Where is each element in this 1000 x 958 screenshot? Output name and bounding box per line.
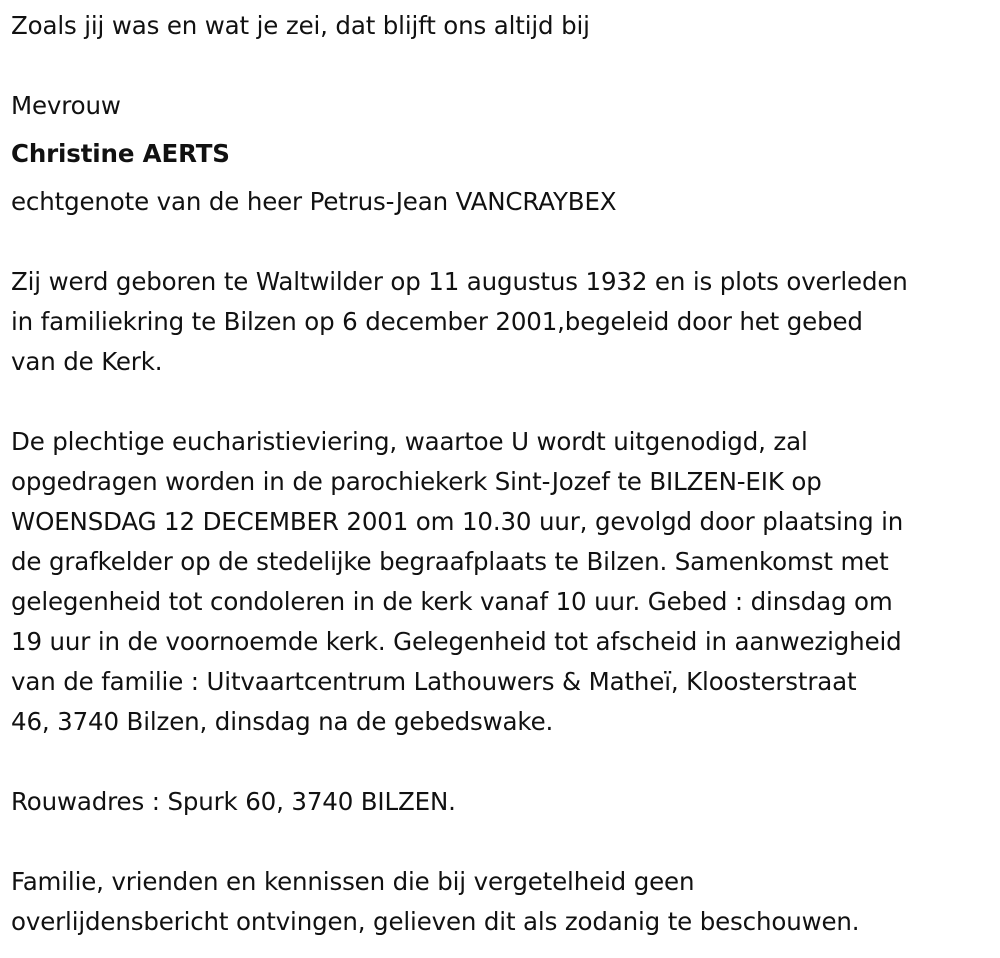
paragraph-line: van de familie : Uitvaartcentrum Lathouwers & Matheï, Kloosterstraat bbox=[11, 667, 857, 696]
closing-paragraph bbox=[11, 862, 993, 942]
honorific: Mevrouw bbox=[11, 91, 121, 120]
birth-death-paragraph bbox=[11, 262, 993, 382]
paragraph-line: gelegenheid tot condoleren in de kerk vanaf 10 uur. Gebed : dinsdag om bbox=[11, 587, 893, 616]
paragraph-line: Familie, vrienden en kennissen die bij vergetelheid geen bbox=[11, 867, 695, 896]
paragraph-line: van de Kerk. bbox=[11, 347, 163, 376]
deceased-name: Christine AERTS bbox=[11, 139, 230, 168]
spacer bbox=[11, 382, 993, 422]
spacer bbox=[11, 174, 993, 182]
paragraph-line: 19 uur in de voornoemde kerk. Gelegenheid tot afscheid in aanwezigheid bbox=[11, 627, 902, 656]
motto: Zoals jij was en wat je zei, dat blijft ons altijd bij bbox=[11, 11, 590, 40]
paragraph-line: opgedragen worden in de parochiekerk Sint-Jozef te BILZEN-EIK op bbox=[11, 467, 822, 496]
paragraph-line: WOENSDAG 12 DECEMBER 2001 om 10.30 uur, gevolgd door plaatsing in bbox=[11, 507, 904, 536]
paragraph-line: de grafkelder op de stedelijke begraafplaats te Bilzen. Samenkomst met bbox=[11, 547, 889, 576]
spacer bbox=[11, 742, 993, 782]
obituary-text bbox=[11, 6, 993, 942]
spacer bbox=[11, 822, 993, 862]
spacer bbox=[11, 222, 993, 262]
paragraph-line: Zij werd geboren te Waltwilder op 11 augustus 1932 en is plots overleden bbox=[11, 267, 908, 296]
spouse-line: echtgenote van de heer Petrus-Jean VANCRAYBEX bbox=[11, 187, 617, 216]
mourning-address: Rouwadres : Spurk 60, 3740 BILZEN. bbox=[11, 787, 456, 816]
paragraph-line: 46, 3740 Bilzen, dinsdag na de gebedswake. bbox=[11, 707, 554, 736]
paragraph-line: overlijdensbericht ontvingen, gelieven dit als zodanig te beschouwen. bbox=[11, 907, 860, 936]
spacer bbox=[11, 126, 993, 134]
paragraph-line: in familiekring te Bilzen op 6 december 2001,begeleid door het gebed bbox=[11, 307, 863, 336]
ceremony-paragraph bbox=[11, 422, 993, 742]
spacer bbox=[11, 46, 993, 86]
paragraph-line: De plechtige eucharistieviering, waartoe U wordt uitgenodigd, zal bbox=[11, 427, 808, 456]
